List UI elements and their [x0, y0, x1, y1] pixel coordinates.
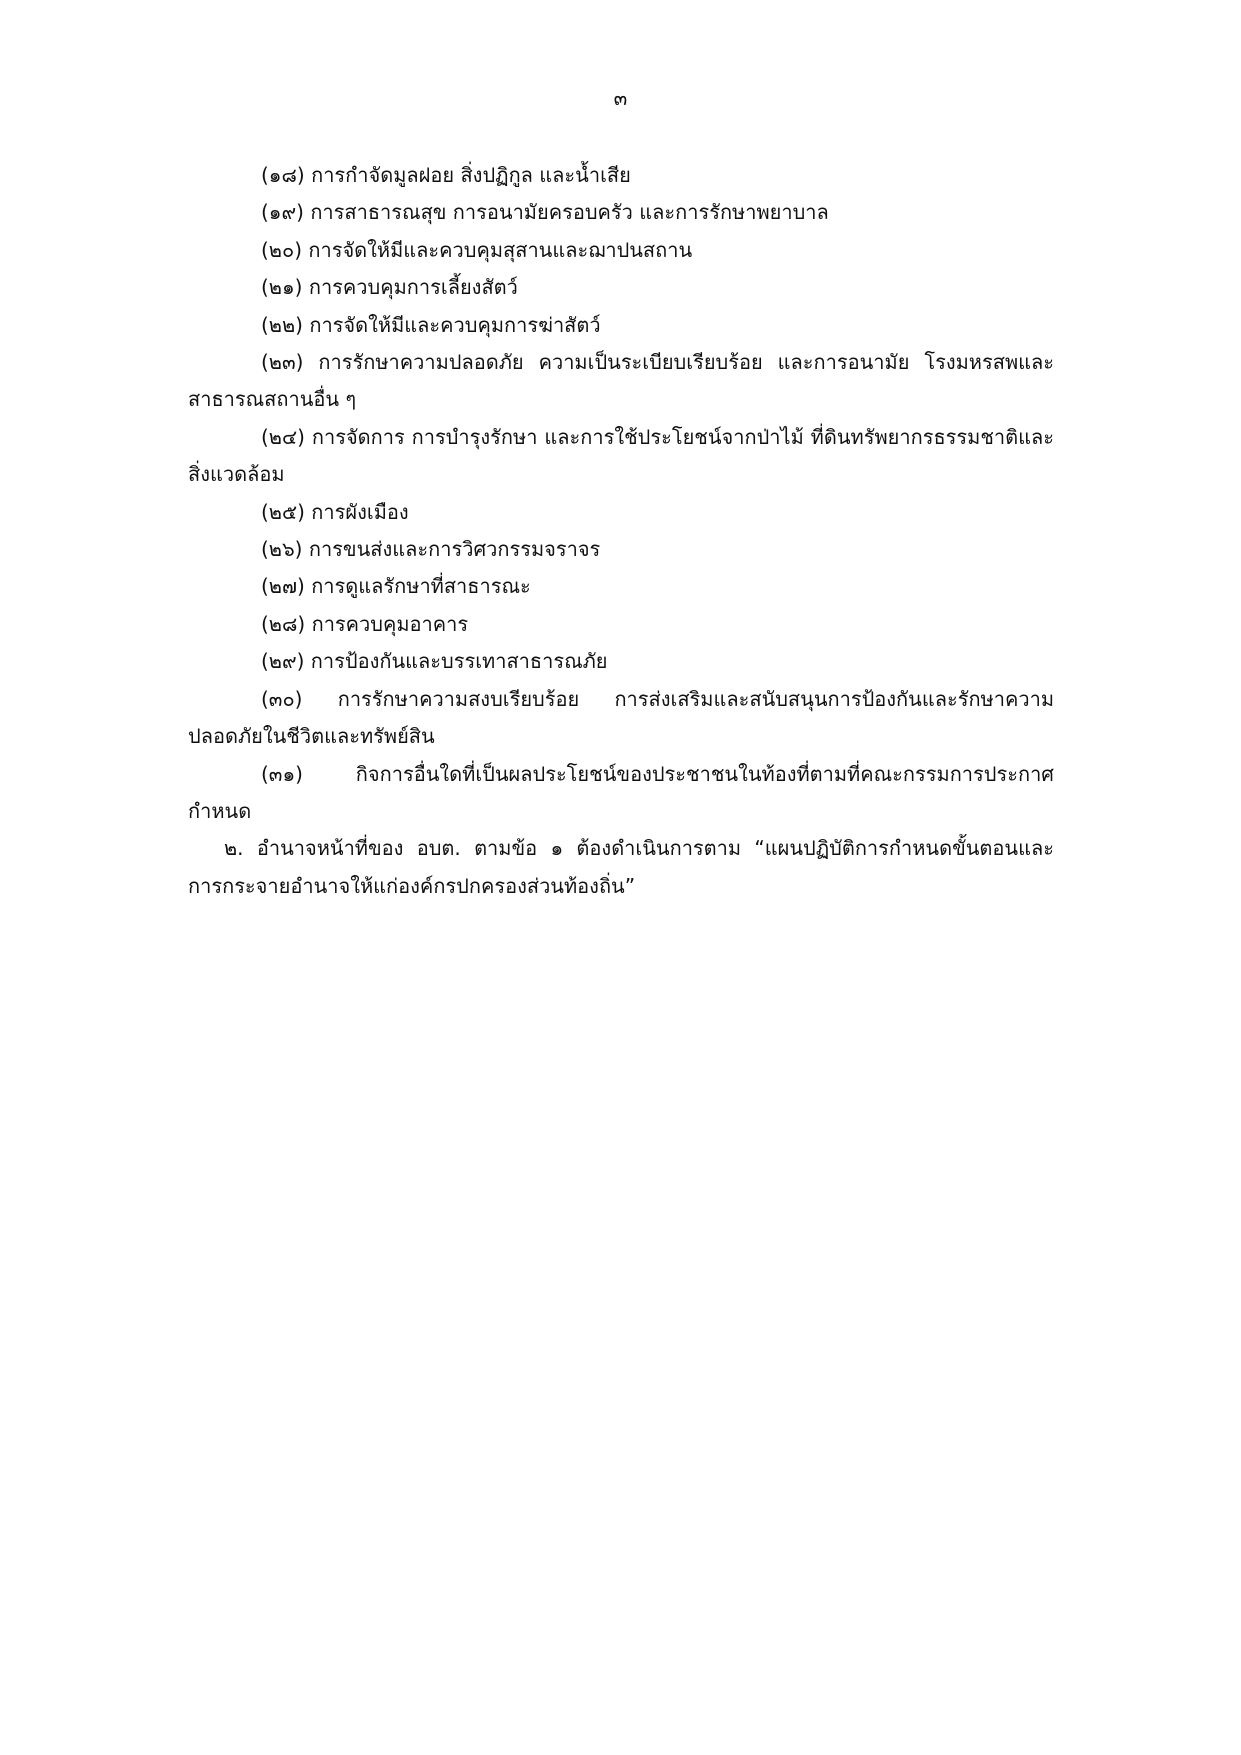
section-number: ๒. [224, 836, 244, 861]
list-item [188, 681, 1054, 756]
list-item [188, 606, 1054, 643]
item-number: (๑๘) [261, 163, 305, 187]
item-text: การขนส่งและการวิศวกรรมจราจร [308, 537, 601, 562]
list-item [188, 307, 1054, 344]
list-item [188, 531, 1054, 568]
item-text: การจัดให้มีและควบคุมสุสานและฌาปนสถาน [308, 237, 693, 262]
item-number: (๒๔) [261, 424, 305, 449]
item-text: การสาธารณสุข การอนามัยครอบครัว และการรักษาพยาบาล [310, 200, 829, 225]
item-text: การรักษาความสงบเรียบร้อย การส่งเสริมและสนับสนุนการป้องกันและรักษาความปลอดภัยในชีวิตและทรัพย์สิน [188, 686, 1054, 749]
item-text: การควบคุมอาคาร [311, 611, 469, 636]
item-number: (๒๗) [261, 574, 305, 599]
item-text: การกำจัดมูลฝอย สิ่งปฏิกูล และน้ำเสีย [311, 163, 631, 187]
item-text: การผังเมือง [311, 499, 409, 524]
item-number: (๑๙) [261, 200, 304, 225]
item-text: การป้องกันและบรรเทาสาธารณภัย [310, 649, 608, 674]
list-item [188, 232, 1054, 269]
list-item [188, 568, 1054, 605]
item-number: (๒๐) [261, 237, 302, 262]
section-paragraph [188, 830, 1054, 905]
item-text: การดูแลรักษาที่สาธารณะ [311, 574, 531, 599]
item-number: (๒๓) [261, 350, 304, 375]
item-number: (๒๘) [261, 611, 306, 636]
list-item [188, 269, 1054, 306]
item-text: การจัดให้มีและควบคุมการฆ่าสัตว์ [309, 312, 601, 337]
item-number: (๒๒) [261, 312, 303, 337]
list-item [188, 756, 1054, 831]
page-number: ๓ [613, 86, 628, 110]
list-item [188, 157, 1054, 194]
section-text: อำนาจหน้าที่ของ อบต. ตามข้อ ๑ ต้องดำเนินการตาม “แผนปฏิบัติการกำหนดขั้นตอนและการกระจายอำนาจให้แก่องค์กรปกครองส่วนท้องถิ่น” [188, 836, 1054, 898]
list-item [188, 494, 1054, 531]
list-item [188, 643, 1054, 680]
item-text: การรักษาความปลอดภัย ความเป็นระเบียบเรียบร้อย และการอนามัย โรงมหรสพและสาธารณสถานอื่น ๆ [188, 350, 1055, 412]
list-item [188, 194, 1054, 231]
list-item [188, 419, 1054, 494]
document-body [188, 157, 1054, 905]
list-item [188, 344, 1054, 419]
item-number: (๓๑) [261, 761, 303, 786]
item-number: (๒๖) [261, 537, 303, 562]
item-text: การควบคุมการเลี้ยงสัตว์ [308, 275, 518, 300]
item-number: (๒๙) [261, 649, 305, 674]
item-number: (๓๐) [261, 686, 303, 711]
item-number: (๒๕) [261, 499, 305, 524]
item-text: การจัดการ การบำรุงรักษา และการใช้ประโยชน์จากป่าไม้ ที่ดินทรัพยากรธรรมชาติและสิ่งแวดล้อม [188, 424, 1054, 487]
item-number: (๒๑) [261, 275, 303, 300]
item-text: กิจการอื่นใดที่เป็นผลประโยชน์ของประชาชนในท้องที่ตามที่คณะกรรมการประกาศกำหนด [188, 761, 1054, 823]
